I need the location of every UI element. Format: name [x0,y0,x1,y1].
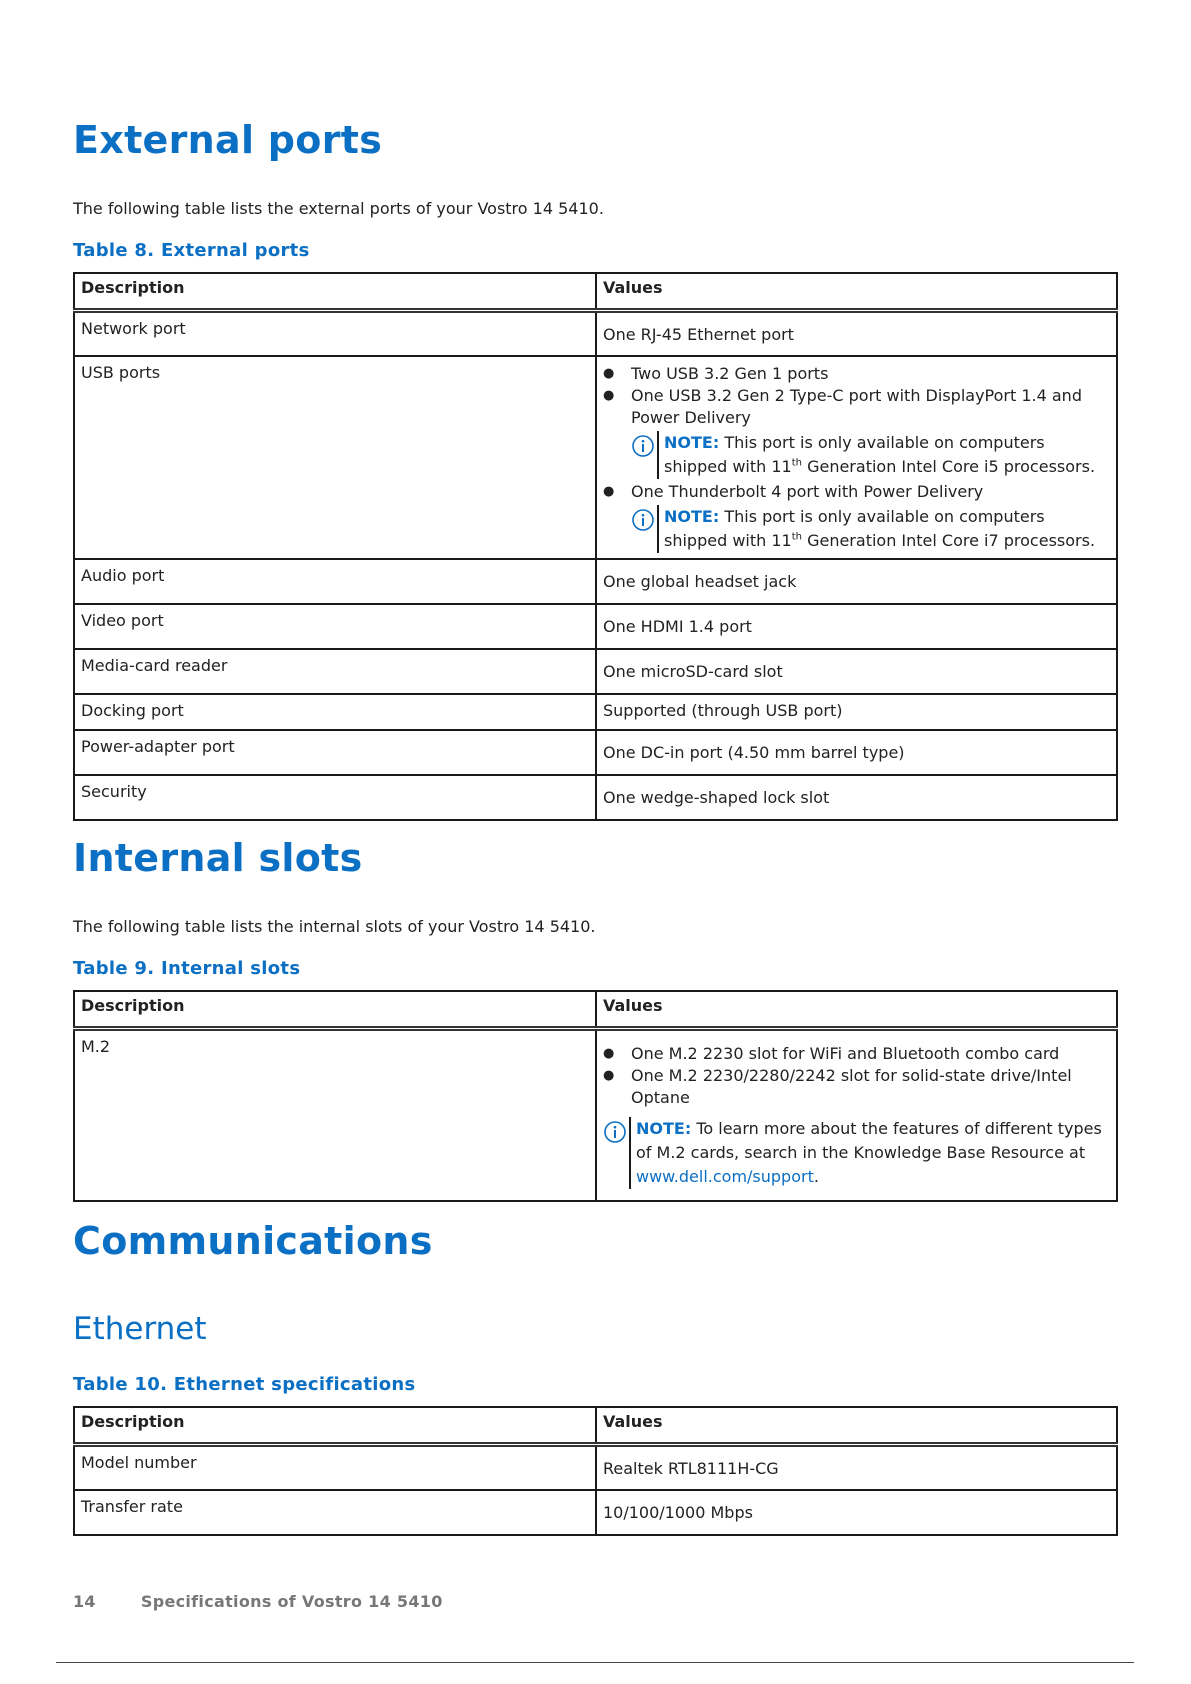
column-header-values: Values [596,273,1117,311]
column-header-values: Values [596,991,1117,1029]
footer-title: Specifications of Vostro 14 5410 [140,1592,443,1611]
list-item [603,385,1110,479]
note-i7 [631,505,1110,553]
usb-bullet-3-text: One Thunderbolt 4 port with Power Delivery [631,481,984,501]
table-row [74,1490,1117,1535]
info-circle-icon [631,507,657,533]
note-m2 [603,1117,1110,1189]
table-row [74,649,1117,694]
caption-table-9: Table 9. Internal slots [73,958,301,979]
note-i7-text-b: Generation Intel Core i7 processors. [807,530,1096,550]
column-header-values: Values [596,1407,1117,1445]
row-desc-model: Model number [74,1445,596,1490]
note-i5 [631,431,1110,479]
table-row [74,730,1117,775]
column-header-description: Description [74,1407,596,1445]
row-desc-m2: M.2 [74,1029,596,1201]
intro-internal-slots: The following table lists the internal slots of your Vostro 14 5410. [73,917,596,936]
table-row [74,694,1117,730]
subheading-ethernet: Ethernet [73,1311,207,1347]
table-internal-slots [73,990,1118,1202]
heading-external-ports: External ports [73,118,383,162]
table-header-row [74,273,1117,311]
usb-bullet-list [603,363,1110,553]
row-desc-network: Network port [74,311,596,356]
row-value-security: One wedge-shaped lock slot [596,775,1117,820]
info-circle-icon [603,1119,629,1145]
table-row [74,559,1117,604]
list-item: ● One M.2 2230 slot for WiFi and Bluetooth combo card [603,1043,1110,1065]
table-row [74,604,1117,649]
row-desc-audio: Audio port [74,559,596,604]
note-i5-body [657,431,1110,479]
row-value-video: One HDMI 1.4 port [596,604,1117,649]
row-value-model: Realtek RTL8111H-CG [596,1445,1117,1490]
note-i7-sup: th [791,531,802,543]
column-header-description: Description [74,273,596,311]
table-header-row [74,991,1117,1029]
row-desc-media: Media-card reader [74,649,596,694]
note-m2-body [629,1117,1110,1189]
footer-divider [56,1662,1134,1663]
table-ethernet-specifications [73,1406,1118,1536]
table-row [74,1029,1117,1201]
note-label: NOTE: [664,506,720,526]
note-i5-text-a: This port is only available on computers shipped with 11 [664,432,1045,476]
column-header-description: Description [74,991,596,1029]
note-label: NOTE: [636,1119,692,1138]
info-circle-icon [631,433,657,459]
note-m2-end: . [813,1167,819,1186]
table-row [74,1445,1117,1490]
row-desc-usb: USB ports [74,356,596,559]
heading-internal-slots: Internal slots [73,836,363,880]
caption-table-10: Table 10. Ethernet specifications [73,1374,416,1395]
row-desc-rate: Transfer rate [74,1490,596,1535]
row-desc-video: Video port [74,604,596,649]
m2-bullet-list [603,1043,1110,1109]
table-row [74,311,1117,356]
page-footer [73,1592,443,1611]
list-item: ● One M.2 2230/2280/2242 slot for solid-state drive/Intel Optane [603,1065,1110,1109]
table-row [74,775,1117,820]
table-row [74,356,1117,559]
row-value-media: One microSD-card slot [596,649,1117,694]
note-i7-text-a: This port is only available on computers shipped with 11 [664,506,1045,550]
table-header-row [74,1407,1117,1445]
note-i5-text-b: Generation Intel Core i5 processors. [807,456,1096,476]
dell-support-link[interactable]: www.dell.com/support [636,1167,814,1186]
heading-communications: Communications [73,1219,433,1263]
note-i7-body [657,505,1110,553]
list-item [603,481,1110,553]
row-value-audio: One global headset jack [596,559,1117,604]
row-desc-security: Security [74,775,596,820]
note-m2-text: To learn more about the features of different types of M.2 cards, search in the Knowledge Base Resource at [636,1119,1102,1162]
usb-bullet-2-text: One USB 3.2 Gen 2 Type-C port with DisplayPort 1.4 and Power Delivery [631,385,1082,427]
row-desc-power: Power-adapter port [74,730,596,775]
table-external-ports [73,272,1118,821]
row-value-m2 [596,1029,1117,1201]
note-label: NOTE: [664,432,720,452]
caption-table-8: Table 8. External ports [73,240,310,261]
row-value-network: One RJ-45 Ethernet port [596,311,1117,356]
row-value-usb [596,356,1117,559]
row-desc-docking: Docking port [74,694,596,730]
page-number: 14 [73,1592,96,1611]
intro-external-ports: The following table lists the external ports of your Vostro 14 5410. [73,199,604,218]
list-item: ● Two USB 3.2 Gen 1 ports [603,363,1110,385]
row-value-rate: 10/100/1000 Mbps [596,1490,1117,1535]
row-value-power: One DC-in port (4.50 mm barrel type) [596,730,1117,775]
note-i5-sup: th [791,457,802,469]
row-value-docking: Supported (through USB port) [596,694,1117,730]
